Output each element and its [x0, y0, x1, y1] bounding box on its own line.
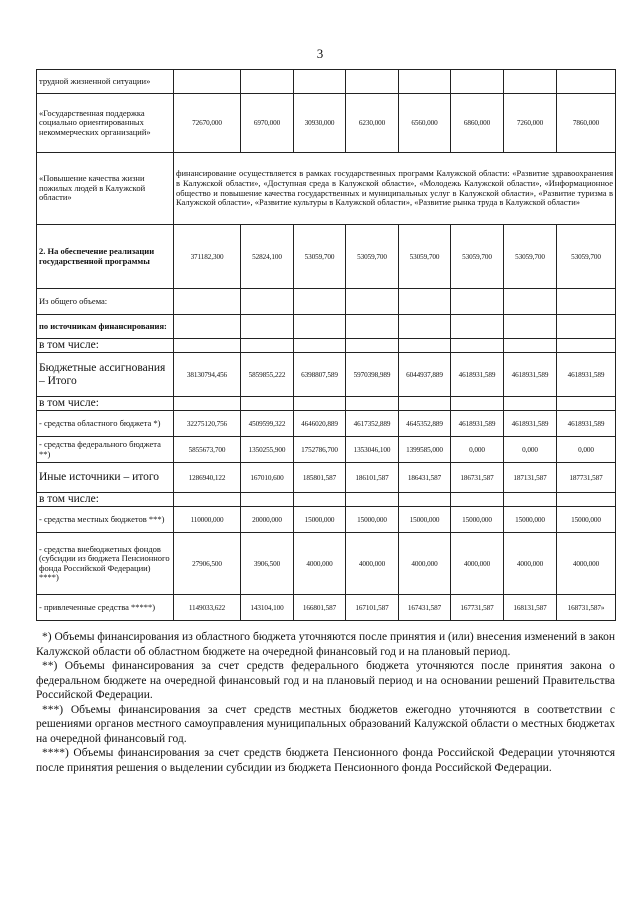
value-cell: [399, 289, 451, 315]
value-cell: 4000,000: [451, 533, 504, 595]
value-cell: 1399585,000: [399, 437, 451, 463]
value-cell: 168131,587: [504, 595, 557, 621]
value-cell: [451, 493, 504, 507]
table-row: [37, 353, 616, 397]
value-cell: 187731,587: [557, 463, 616, 493]
value-cell: [504, 315, 557, 339]
value-cell: 4618931,589: [504, 353, 557, 397]
footnote: ****) Объемы финансирования за счет средств бюджета Пенсионного фонда Российской Федерации уточняются после принятия решения о выделении субсидии из бюджета Пенсионного фонда Российской Федерации.: [36, 747, 615, 774]
value-cell: 4000,000: [557, 533, 616, 595]
footnote: ***) Объемы финансирования за счет средств местных бюджетов ежегодно уточняются в соответствии с решениями органов местного самоуправления муниципальных образований Калужской области о местных бюджетах на очередной финансовый год.: [36, 703, 615, 745]
value-cell: 27906,500: [174, 533, 241, 595]
table-row: [37, 225, 616, 289]
value-cell: 53059,700: [346, 225, 399, 289]
row-label: 2. На обеспечение реализации государственной программы: [37, 225, 174, 289]
value-cell: 185801,587: [294, 463, 346, 493]
value-cell: 4000,000: [504, 533, 557, 595]
table-row: [37, 507, 616, 533]
value-cell: 15000,000: [557, 507, 616, 533]
value-cell: [174, 70, 241, 94]
value-cell: 15000,000: [451, 507, 504, 533]
value-cell: [294, 289, 346, 315]
value-cell: [294, 70, 346, 94]
value-cell: 371182,300: [174, 225, 241, 289]
table-row: [37, 339, 616, 353]
value-cell: 53059,700: [399, 225, 451, 289]
value-cell: [294, 339, 346, 353]
value-cell: [294, 397, 346, 411]
table-row: [37, 397, 616, 411]
value-cell: 1350255,900: [241, 437, 294, 463]
value-cell: 186431,587: [399, 463, 451, 493]
table-row: [37, 289, 616, 315]
value-cell: 0,000: [557, 437, 616, 463]
value-cell: 52824,100: [241, 225, 294, 289]
value-cell: 5970398,989: [346, 353, 399, 397]
financing-table: [36, 69, 616, 621]
value-cell: 4618931,589: [451, 353, 504, 397]
value-cell: 72670,000: [174, 94, 241, 153]
value-cell: 4645352,889: [399, 411, 451, 437]
value-cell: 3906,500: [241, 533, 294, 595]
table-row: [37, 533, 616, 595]
row-label: - привлеченные средства *****): [37, 595, 174, 621]
value-cell: [557, 397, 616, 411]
table-row: [37, 94, 616, 153]
value-cell: [504, 70, 557, 94]
value-cell: 1286940,122: [174, 463, 241, 493]
value-cell: [346, 493, 399, 507]
value-cell: 7860,000: [557, 94, 616, 153]
value-cell: 15000,000: [346, 507, 399, 533]
value-cell: 4000,000: [346, 533, 399, 595]
value-cell: 6044937,889: [399, 353, 451, 397]
value-cell: [294, 315, 346, 339]
value-cell: [451, 315, 504, 339]
value-cell: [451, 339, 504, 353]
value-cell: 53059,700: [557, 225, 616, 289]
value-cell: 167010,600: [241, 463, 294, 493]
value-cell: [346, 315, 399, 339]
row-label: Бюджетные ассигнования – Итого: [37, 353, 174, 397]
value-cell: 1149033,622: [174, 595, 241, 621]
value-cell: 4646020,889: [294, 411, 346, 437]
value-cell: [346, 70, 399, 94]
value-cell: 166801,587: [294, 595, 346, 621]
value-cell: 167731,587: [451, 595, 504, 621]
value-cell: 167101,587: [346, 595, 399, 621]
value-cell: [399, 70, 451, 94]
value-cell: 30930,000: [294, 94, 346, 153]
row-label: - средства местных бюджетов ***): [37, 507, 174, 533]
value-cell: 38130794,456: [174, 353, 241, 397]
value-cell: 15000,000: [294, 507, 346, 533]
row-label: в том числе:: [37, 397, 174, 411]
value-cell: [451, 70, 504, 94]
table-row: [37, 315, 616, 339]
value-cell: 1353046,100: [346, 437, 399, 463]
value-cell: [174, 289, 241, 315]
value-cell: [346, 397, 399, 411]
value-cell: 167431,587: [399, 595, 451, 621]
financing-table-body: [37, 70, 616, 621]
value-cell: 53059,700: [504, 225, 557, 289]
value-cell: 53059,700: [451, 225, 504, 289]
value-cell: 4618931,589: [504, 411, 557, 437]
value-cell: [294, 493, 346, 507]
table-row: [37, 595, 616, 621]
value-cell: 143104,100: [241, 595, 294, 621]
value-cell: 15000,000: [399, 507, 451, 533]
value-cell: [557, 289, 616, 315]
value-cell: 110000,000: [174, 507, 241, 533]
value-cell: [399, 339, 451, 353]
table-row: [37, 463, 616, 493]
value-cell: 1752786,700: [294, 437, 346, 463]
table-row: [37, 153, 616, 225]
page-number: 3: [316, 46, 324, 61]
value-cell: 6398807,589: [294, 353, 346, 397]
value-cell: [557, 493, 616, 507]
value-cell: [451, 289, 504, 315]
value-cell: 186731,587: [451, 463, 504, 493]
value-cell: 187131,587: [504, 463, 557, 493]
value-cell: [557, 70, 616, 94]
financing-note-cell: финансирование осуществляется в рамках государственных программ Калужской области: «Развитие здравоохранения в Калужской области», «Доступная среда в Калужской области», «Молодежь Калужской области», «Информационное общество и повышение качества государственных и муниципальных услуг в Калужской области», «Развитие туризма в Калужской области», «Развитие культуры в Калужской области», «Развитие рынка труда в Калужской области»: [174, 153, 616, 225]
value-cell: 4617352,889: [346, 411, 399, 437]
footnotes: [36, 630, 615, 775]
footnote: **) Объемы финансирования за счет средств федерального бюджета уточняются после принятия закона о федеральном бюджете на очередной финансовый год и на плановый период и на основании решений Правительства Российской Федерации.: [36, 660, 615, 701]
value-cell: [174, 493, 241, 507]
value-cell: [557, 315, 616, 339]
value-cell: [241, 289, 294, 315]
row-label: Из общего объема:: [37, 289, 174, 315]
value-cell: [241, 339, 294, 353]
value-cell: [399, 315, 451, 339]
value-cell: 6860,000: [451, 94, 504, 153]
value-cell: [557, 339, 616, 353]
footnote: *) Объемы финансирования из областного бюджета уточняются после принятия и (или) внесения изменений в закон Калужской области об областном бюджете на очередной финансовый год и на плановый период.: [36, 631, 615, 658]
row-label: Иные источники – итого: [37, 463, 174, 493]
value-cell: [504, 289, 557, 315]
value-cell: [241, 493, 294, 507]
table-row: [37, 493, 616, 507]
row-label: - средства внебюджетных фондов (субсидии из бюджета Пенсионного фонда Российской Федерации) ****): [37, 533, 174, 595]
value-cell: 5855673,700: [174, 437, 241, 463]
row-label: по источникам финансирования:: [37, 315, 174, 339]
value-cell: 4618931,589: [451, 411, 504, 437]
value-cell: [399, 397, 451, 411]
value-cell: [174, 315, 241, 339]
value-cell: [174, 397, 241, 411]
value-cell: 15000,000: [504, 507, 557, 533]
table-row: [37, 411, 616, 437]
value-cell: [504, 493, 557, 507]
value-cell: 0,000: [504, 437, 557, 463]
value-cell: [504, 397, 557, 411]
value-cell: [346, 339, 399, 353]
row-label: - средства федерального бюджета **): [37, 437, 174, 463]
row-label: «Повышение качества жизни пожилых людей в Калужской области»: [37, 153, 174, 225]
row-label: в том числе:: [37, 339, 174, 353]
value-cell: [346, 289, 399, 315]
value-cell: [241, 397, 294, 411]
value-cell: [451, 397, 504, 411]
value-cell: [241, 315, 294, 339]
table-row: [37, 437, 616, 463]
value-cell: [504, 339, 557, 353]
value-cell: [174, 339, 241, 353]
value-cell: 5859855,222: [241, 353, 294, 397]
value-cell: 6970,000: [241, 94, 294, 153]
row-label: - средства областного бюджета *): [37, 411, 174, 437]
value-cell: 0,000: [451, 437, 504, 463]
value-cell: 7260,000: [504, 94, 557, 153]
row-label: в том числе:: [37, 493, 174, 507]
row-label: «Государственная поддержка социально ориентированных некоммерческих организаций»: [37, 94, 174, 153]
value-cell: 6560,000: [399, 94, 451, 153]
value-cell: 6230,000: [346, 94, 399, 153]
table-row: [37, 70, 616, 94]
value-cell: [399, 493, 451, 507]
value-cell: 168731,587»: [557, 595, 616, 621]
value-cell: 4509599,322: [241, 411, 294, 437]
value-cell: 32275120,756: [174, 411, 241, 437]
value-cell: 20000,000: [241, 507, 294, 533]
row-label: трудной жизненной ситуации»: [37, 70, 174, 94]
value-cell: [241, 70, 294, 94]
value-cell: 4000,000: [399, 533, 451, 595]
value-cell: 186101,587: [346, 463, 399, 493]
value-cell: 4000,000: [294, 533, 346, 595]
value-cell: 4618931,589: [557, 411, 616, 437]
value-cell: 4618931,589: [557, 353, 616, 397]
value-cell: 53059,700: [294, 225, 346, 289]
